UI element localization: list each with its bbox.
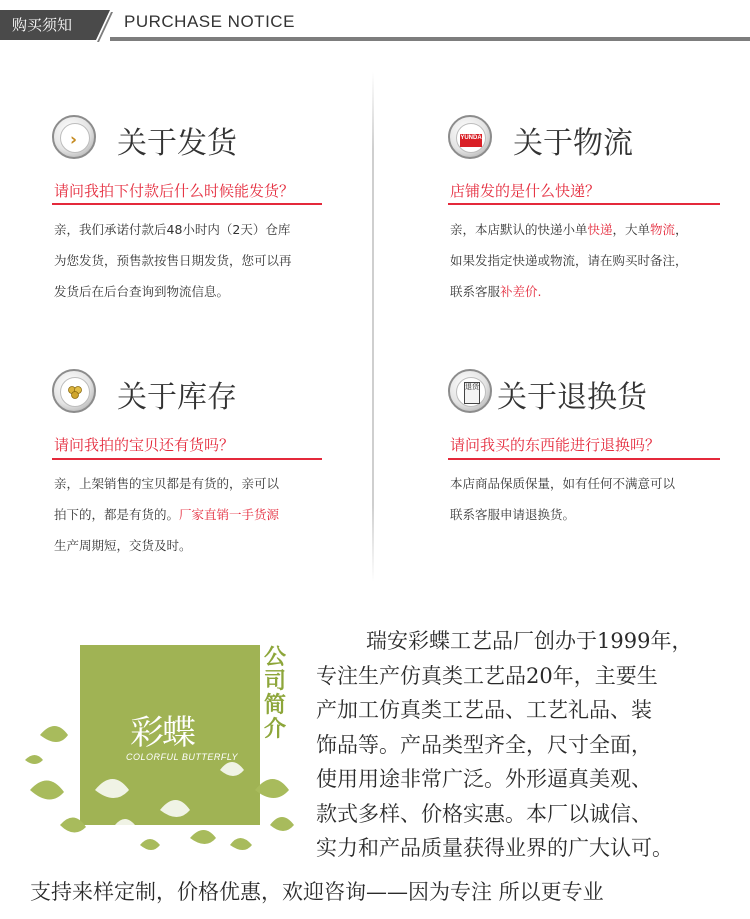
description-line: 款式多样、价格实惠。本厂以诚信、 — [316, 801, 652, 826]
company-logo-en: COLORFUL BUTTERFLY — [126, 752, 239, 762]
section-rule — [448, 458, 720, 460]
body-line: 生产周期短，交货及时。 — [54, 538, 192, 553]
section-question: 请问我拍的宝贝还有货吗？ — [54, 436, 235, 454]
coins-icon — [52, 369, 96, 413]
header-tab-slant — [96, 10, 110, 40]
description-line: 使用用途非常广泛。外形逼真美观、 — [316, 767, 652, 791]
header-title-en: PURCHASE NOTICE — [124, 12, 295, 31]
section-body — [450, 214, 688, 307]
header-underline — [110, 37, 750, 41]
yunda-logo-icon: YUNDA — [448, 115, 492, 159]
company-intro-label: 公司简介 — [263, 645, 286, 742]
body-line: 为您发货，预售款按售日期发货，您可以再 — [54, 253, 292, 268]
body-line: 亲，本店默认的快递小单快递，大单物流， — [450, 222, 688, 237]
body-line: 拍下的，都是有货的。厂家直销一手货源 — [54, 507, 280, 522]
section-title: 关于退换货 — [497, 380, 647, 415]
company-tagline: 支持来样定制，价格优惠，欢迎咨询——因为专注 所以更专业 — [30, 880, 604, 904]
body-line: 联系客服申请退换货。 — [450, 507, 576, 522]
section-question: 请问我拍下付款后什么时候能发货？ — [54, 182, 295, 200]
header-title-cn: 购买须知 — [0, 10, 96, 40]
body-line: 亲，我们承诺付款后48小时内（2天）仓库 — [54, 222, 291, 237]
purchase-notice-header — [0, 0, 750, 42]
description-line: 专注生产仿真类工艺品20年，主要生 — [316, 663, 658, 688]
section-body — [450, 468, 675, 530]
section-title: 关于物流 — [513, 126, 633, 161]
chevron-right-icon: › — [52, 115, 96, 159]
body-line: 亲，上架销售的宝贝都是有货的，亲可以 — [54, 476, 280, 491]
description-line: 饰品等。产品类型齐全，尺寸全面， — [316, 732, 652, 757]
description-line: 实力和产品质量获得业界的广大认可。 — [316, 836, 673, 860]
description-line: 瑞安彩蝶工艺品厂创办于1999年， — [366, 629, 693, 653]
section-question: 请问我买的东西能进行退换吗？ — [450, 436, 661, 454]
section-question: 店铺发的是什么快递？ — [450, 182, 601, 200]
company-description — [316, 624, 736, 866]
body-line: 联系客服补差价. — [450, 284, 542, 299]
description-line: 产加工仿真类工艺品、工艺礼品、装 — [316, 698, 652, 722]
section-rule — [52, 458, 322, 460]
body-line: 本店商品保质保量，如有任何不满意可以 — [450, 476, 676, 491]
section-body — [54, 468, 279, 561]
company-logo-text: 彩蝶 — [130, 713, 194, 753]
section-body — [54, 214, 292, 307]
return-goods-icon: 退货 — [448, 369, 492, 413]
section-rule — [448, 203, 720, 205]
body-line: 发货后在后台查询到物流信息。 — [54, 284, 230, 299]
section-title: 关于库存 — [117, 380, 237, 415]
center-divider — [372, 72, 374, 582]
body-line: 如果发指定快递或物流，请在购买时备注， — [450, 253, 688, 268]
section-rule — [52, 203, 322, 205]
section-title: 关于发货 — [117, 126, 237, 161]
